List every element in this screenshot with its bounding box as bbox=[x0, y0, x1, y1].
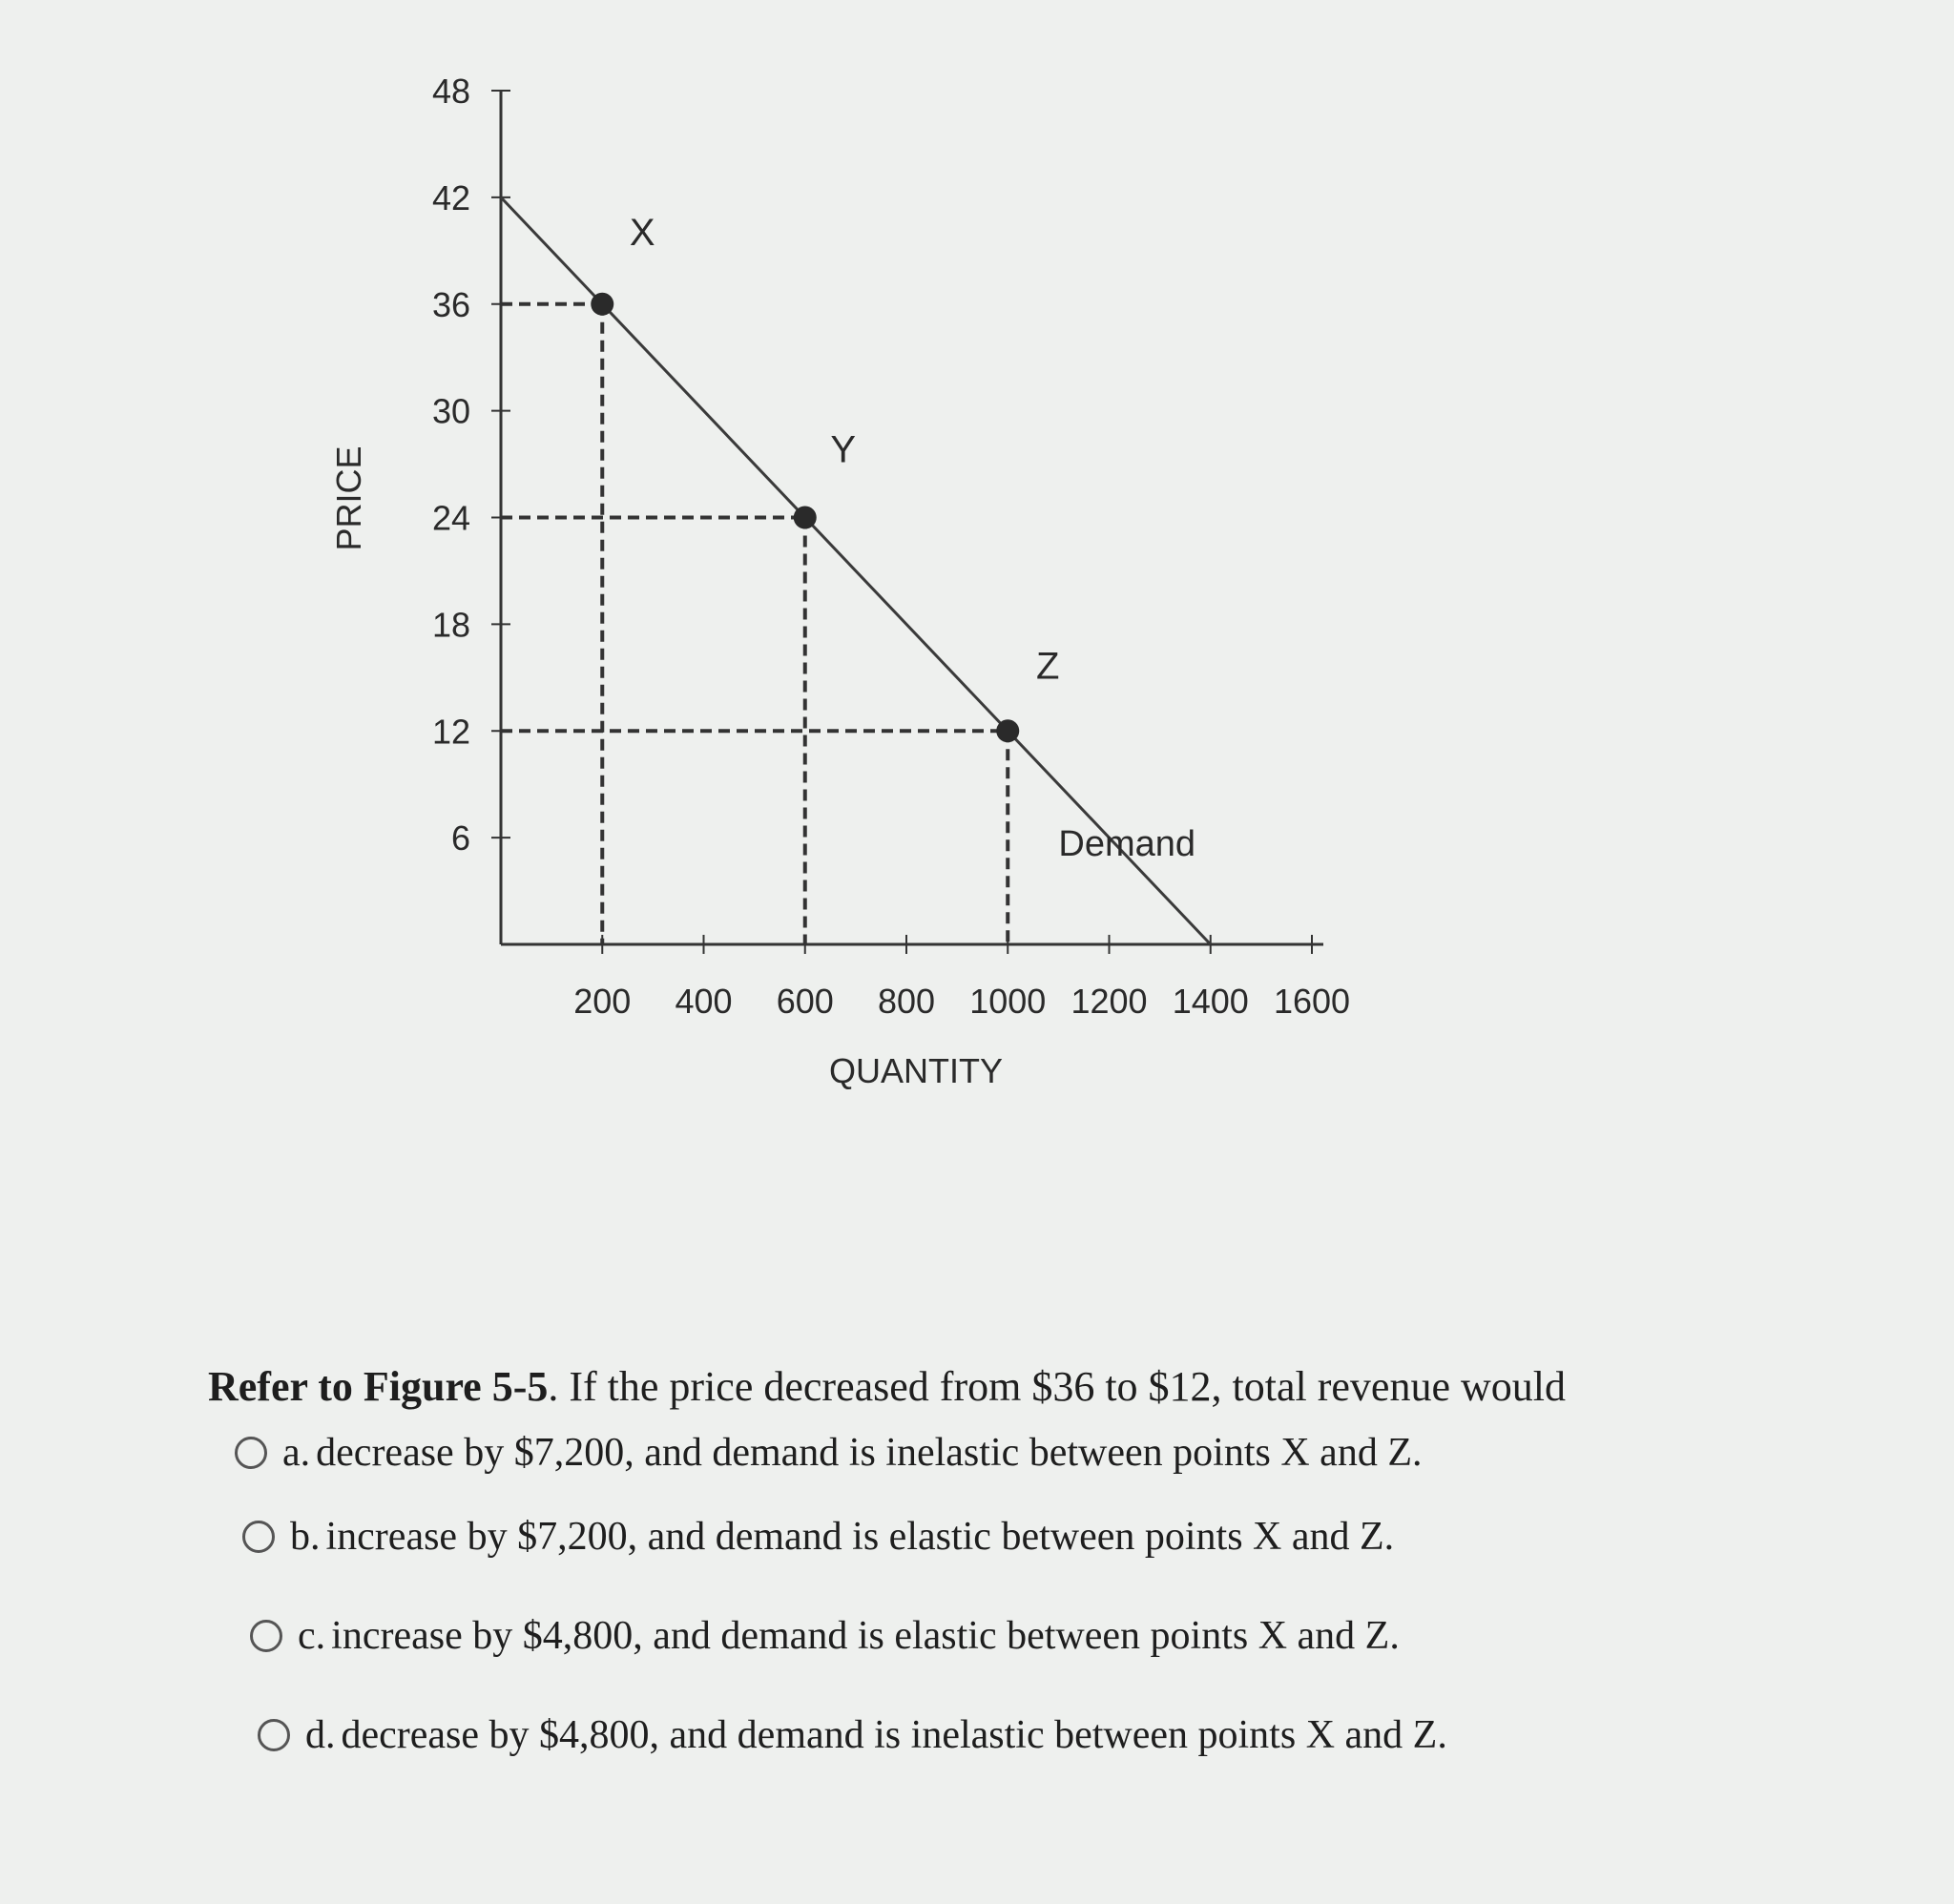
answer-options bbox=[208, 1418, 1830, 1785]
x-tick-label: 200 bbox=[573, 982, 632, 1021]
data-point-x bbox=[591, 293, 613, 316]
x-tick-label: 600 bbox=[776, 982, 834, 1021]
point-label-y: Y bbox=[830, 428, 857, 471]
demand-curve-label: Demand bbox=[1058, 823, 1196, 864]
y-tick-label: 42 bbox=[431, 177, 470, 217]
point-label-z: Z bbox=[1036, 645, 1060, 688]
x-tick-label: 1600 bbox=[1273, 982, 1351, 1021]
y-tick-label: 18 bbox=[431, 605, 470, 645]
radio-circle-icon[interactable] bbox=[235, 1437, 267, 1469]
y-tick-label: 30 bbox=[431, 391, 470, 431]
option-letter: d. bbox=[305, 1713, 336, 1757]
option-b[interactable] bbox=[242, 1487, 1830, 1586]
x-tick-label: 1400 bbox=[1172, 982, 1249, 1021]
question-block bbox=[208, 1362, 1830, 1785]
option-letter: b. bbox=[290, 1515, 321, 1559]
figure-reference: Refer to Figure 5-5 bbox=[208, 1363, 549, 1410]
data-point-z bbox=[996, 719, 1019, 742]
x-tick-label: 800 bbox=[877, 982, 936, 1021]
data-point-y bbox=[794, 507, 817, 529]
y-tick-label: 36 bbox=[431, 284, 470, 324]
option-a[interactable] bbox=[235, 1418, 1830, 1487]
question-stem bbox=[208, 1362, 1830, 1411]
y-tick-label: 12 bbox=[431, 712, 470, 752]
option-text: increase by $7,200, and demand is elastic between points X and Z. bbox=[325, 1515, 1395, 1559]
radio-circle-icon[interactable] bbox=[250, 1620, 282, 1652]
option-letter: c. bbox=[298, 1614, 326, 1658]
option-text: increase by $4,800, and demand is elastic between points X and Z. bbox=[331, 1614, 1400, 1658]
radio-circle-icon[interactable] bbox=[258, 1719, 290, 1751]
y-axis-label: PRICE bbox=[329, 445, 368, 551]
y-tick-label: 48 bbox=[431, 72, 470, 111]
x-axis-label: QUANTITY bbox=[828, 1051, 1004, 1090]
question-text: . If the price decreased from $36 to $12, total revenue would bbox=[548, 1363, 1566, 1410]
x-tick-label: 1200 bbox=[1071, 982, 1148, 1021]
radio-circle-icon[interactable] bbox=[242, 1521, 275, 1553]
x-tick-label: 1000 bbox=[969, 982, 1047, 1021]
option-text: decrease by $4,800, and demand is inelastic between points X and Z. bbox=[341, 1713, 1447, 1757]
option-d[interactable] bbox=[258, 1686, 1830, 1785]
point-label-x: X bbox=[629, 211, 655, 254]
option-letter: a. bbox=[282, 1431, 311, 1475]
y-tick-label: 24 bbox=[431, 498, 470, 538]
option-text: decrease by $7,200, and demand is inelastic between points X and Z. bbox=[316, 1431, 1423, 1475]
x-tick-label: 400 bbox=[675, 982, 733, 1021]
y-tick-label: 6 bbox=[450, 818, 470, 859]
option-c[interactable] bbox=[250, 1586, 1830, 1686]
